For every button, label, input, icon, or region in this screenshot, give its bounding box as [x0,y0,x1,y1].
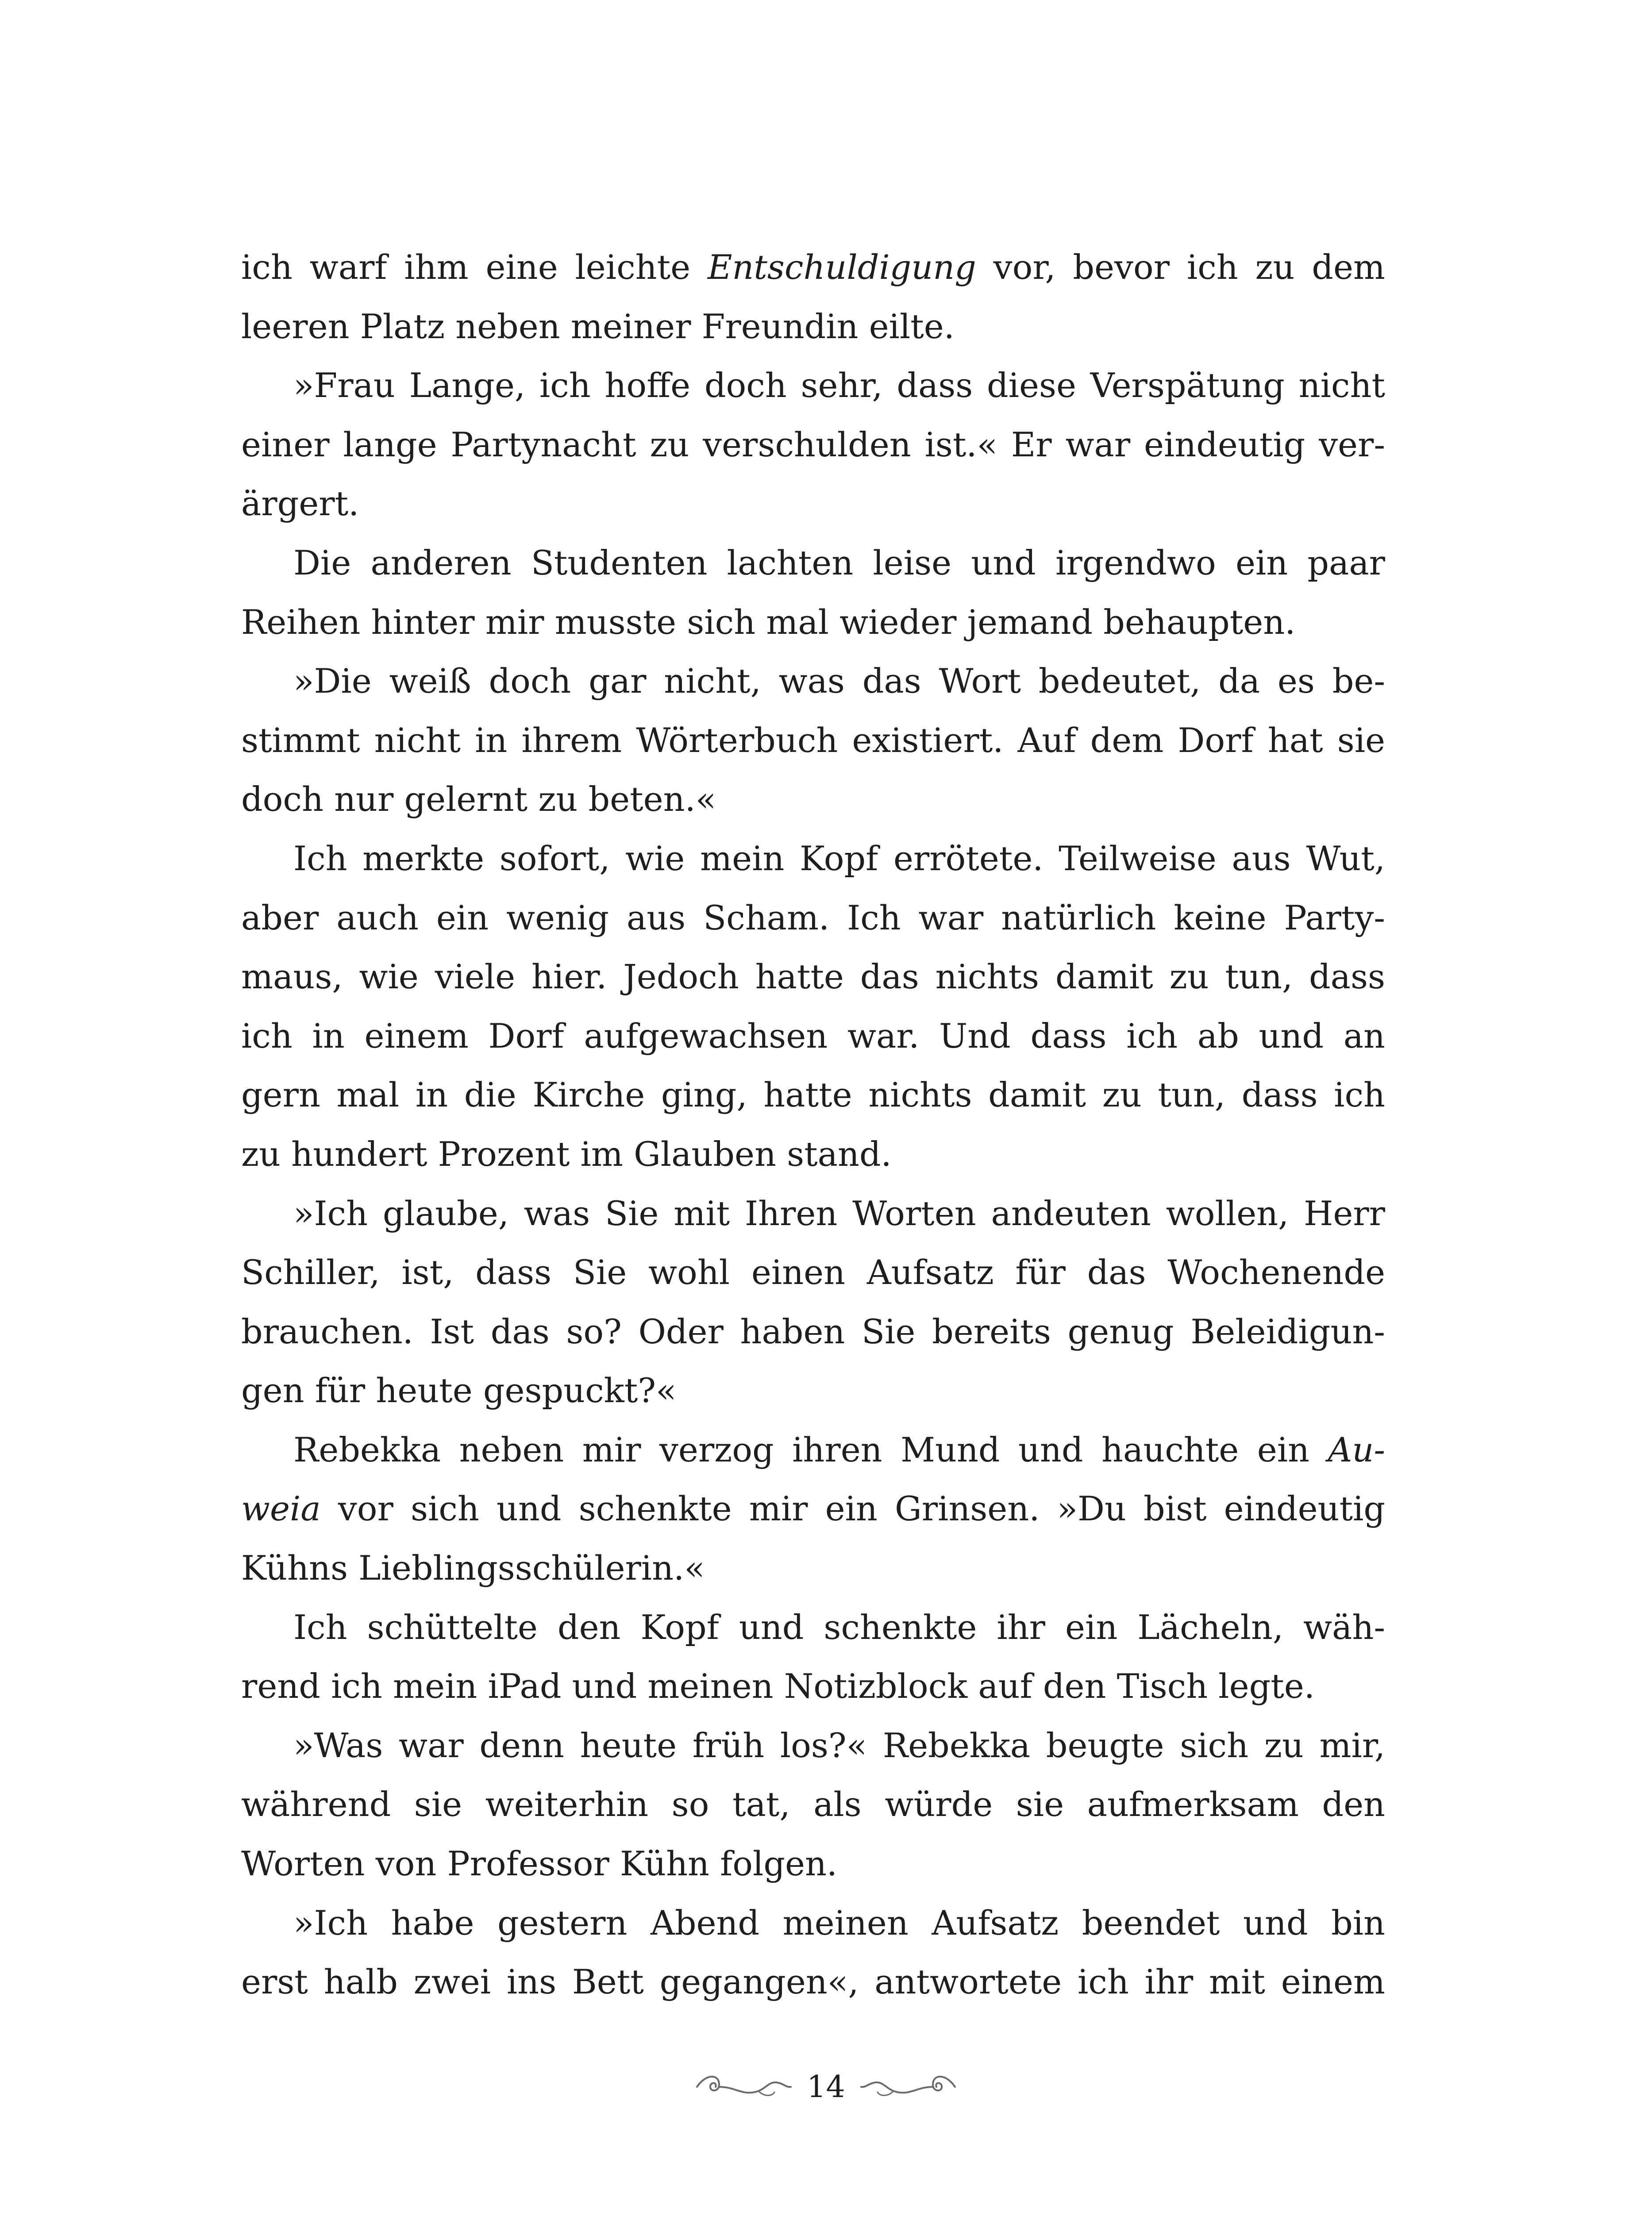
text-line [241,1006,1385,1066]
text-line [241,888,1385,948]
emphasis-text: weia [241,1489,321,1529]
body-text [241,238,1385,2012]
text-line [241,1775,1385,1834]
text-line [241,1184,1385,1243]
page-footer [0,2063,1652,2111]
text-line [241,1716,1385,1775]
text-line [241,1598,1385,1657]
text-run: Worten von Professor Kühn folgen. [241,1844,838,1884]
text-run: maus, wie viele hier. Jedoch hatte das nichts damit zu tun, dass [241,957,1385,997]
text-line [241,533,1385,593]
text-line [241,1125,1385,1184]
text-run: »Die weiß doch gar nicht, was das Wort bedeutet, da es be- [293,661,1385,701]
text-line [241,415,1385,474]
text-run: vor, bevor ich zu dem [976,247,1385,287]
text-run: Reihen hinter mir musste sich mal wieder jemand behaupten. [241,602,1296,642]
text-run: Die anderen Studenten lachten leise und irgendwo ein paar [293,543,1385,582]
text-line [241,593,1385,652]
text-run: Ich schüttelte den Kopf und schenkte ihr ein Lächeln, wäh- [293,1607,1385,1647]
text-run: »Was war denn heute früh los?« Rebekka beugte sich zu mir, [293,1725,1385,1765]
text-run: Rebekka neben mir verzog ihren Mund und hauchte ein [293,1430,1328,1469]
text-line [241,1361,1385,1420]
text-line [241,297,1385,356]
text-line [241,356,1385,415]
text-run: rend ich mein iPad und meinen Notizblock auf den Tisch legte. [241,1666,1315,1706]
page-number: 14 [807,2069,845,2105]
flourish-left-icon [693,2069,794,2105]
text-line [241,1834,1385,1893]
text-line [241,1420,1385,1480]
text-run: stimmt nicht in ihrem Wörterbuch existiert. Auf dem Dorf hat sie [241,720,1385,760]
text-line [241,1893,1385,1953]
text-line [241,652,1385,711]
text-run: ich warf ihm eine leichte [241,247,708,287]
text-line [241,947,1385,1006]
text-run: ärgert. [241,484,359,524]
text-run: Schiller, ist, dass Sie wohl einen Aufsatz für das Wochenende [241,1253,1385,1292]
text-run: brauchen. Ist das so? Oder haben Sie bereits genug Beleidigun- [241,1311,1385,1351]
text-run: gern mal in die Kirche ging, hatte nichts damit zu tun, dass ich [241,1075,1385,1115]
text-line [241,1302,1385,1361]
emphasis-text: Au- [1328,1430,1385,1469]
text-line [241,829,1385,888]
text-line [241,1479,1385,1538]
text-line [241,770,1385,829]
text-run: während sie weiterhin so tat, als würde sie aufmerksam den [241,1785,1385,1824]
text-line [241,1657,1385,1716]
text-run: doch nur gelernt zu beten.« [241,779,716,819]
text-run: leeren Platz neben meiner Freundin eilte. [241,306,955,346]
text-run: »Ich habe gestern Abend meinen Aufsatz beendet und bin [293,1903,1385,1943]
text-line [241,711,1385,770]
text-line [241,238,1385,297]
text-run: erst halb zwei ins Bett gegangen«, antwortete ich ihr mit einem [241,1962,1385,2002]
text-line [241,1065,1385,1125]
text-run: zu hundert Prozent im Glauben stand. [241,1134,892,1174]
text-run: aber auch ein wenig aus Scham. Ich war natürlich keine Party- [241,898,1385,937]
text-run: vor sich und schenkte mir ein Grinsen. »Du bist eindeutig [320,1489,1385,1529]
text-line [241,1243,1385,1302]
text-run: »Ich glaube, was Sie mit Ihren Worten andeuten wollen, Herr [293,1193,1385,1233]
text-line [241,1952,1385,2012]
text-run: ich in einem Dorf aufgewachsen war. Und dass ich ab und an [241,1016,1385,1056]
text-run: »Frau Lange, ich hoffe doch sehr, dass diese Verspätung nicht [293,366,1385,405]
emphasis-text: Entschuldigung [707,247,976,287]
flourish-right-icon [858,2069,959,2105]
text-run: Ich merkte sofort, wie mein Kopf errötete. Teilweise aus Wut, [293,838,1385,878]
text-run: einer lange Partynacht zu verschulden ist.« Er war eindeutig ver- [241,424,1385,464]
text-line [241,474,1385,533]
text-line [241,1538,1385,1598]
text-run: Kühns Lieblingsschülerin.« [241,1548,705,1588]
text-run: gen für heute gespuckt?« [241,1371,677,1411]
